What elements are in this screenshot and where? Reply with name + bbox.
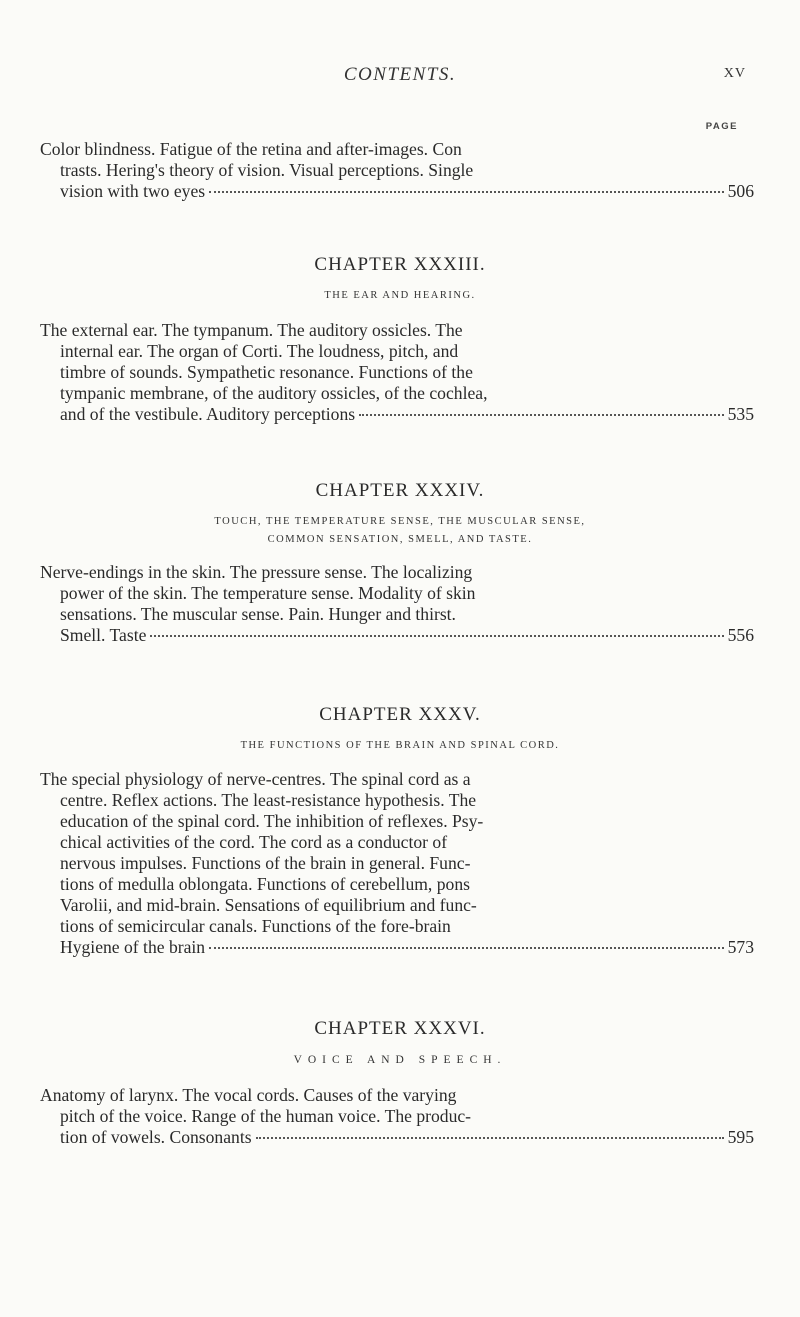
entry-line: pitch of the voice. Range of the human voice. The produc- [60,1106,472,1126]
entry-line: education of the spinal cord. The inhibition of reflexes. Psy- [60,811,484,831]
dot-leader [209,191,723,193]
toc-entry [40,320,754,425]
page-number: 535 [727,404,754,424]
entry-line: sensations. The muscular sense. Pain. Hunger and thirst. [60,604,456,624]
entry-line: Anatomy of larynx. The vocal cords. Causes of the varying [40,1085,457,1105]
entry-line: Color blindness. Fatigue of the retina and after-images. Con [40,139,462,159]
chapter-title: CHAPTER XXXVI. [314,1018,486,1039]
dot-leader [256,1137,724,1139]
dot-leader [359,414,723,416]
entry-line: trasts. Hering's theory of vision. Visual perceptions. Single [60,160,474,180]
page-number: 556 [727,625,754,645]
entry-line: Nerve-endings in the skin. The pressure sense. The localizing [40,562,473,582]
entry-line: The special physiology of nerve-centres. The spinal cord as a [40,769,471,789]
entry-line: power of the skin. The temperature sense. Modality of skin [60,583,476,603]
running-title: CONTENTS. [343,64,457,85]
running-head [0,64,800,88]
entry-last-line [40,404,754,425]
entry-last-line [40,181,754,202]
chapter-subtitle: TOUCH, THE TEMPERATURE SENSE, THE MUSCULAR SENSE, [214,516,586,527]
entry-line-text: tion of vowels. Consonants [60,1127,252,1147]
entry-line: centre. Reflex actions. The least-resistance hypothesis. The [60,790,477,810]
entry-line: tympanic membrane, of the auditory ossicles, of the cochlea, [60,383,488,403]
entry-line: The external ear. The tympanum. The auditory ossicles. The [40,320,463,340]
chapter-subtitle: VOICE AND SPEECH. [293,1054,507,1066]
toc-entry [40,769,754,958]
toc-entry-continued [40,139,754,202]
page-column-label: PAGE [705,121,738,132]
chapter-title: CHAPTER XXXIV. [315,480,485,501]
entry-line-text: Hygiene of the brain [60,937,206,957]
entry-line: nervous impulses. Functions of the brain in general. Func- [60,853,471,873]
entry-line: chical activities of the cord. The cord as a conductor of [60,832,448,852]
page-number: 573 [727,937,754,957]
entry-line: tions of semicircular canals. Functions of the fore-brain [60,916,451,936]
entry-last-line [40,625,754,646]
page-number: 595 [727,1127,754,1147]
entry-line: timbre of sounds. Sympathetic resonance. Functions of the [60,362,473,382]
toc-entry [40,1085,754,1148]
chapter-subtitle: THE EAR AND HEARING. [324,290,476,301]
chapter-title: CHAPTER XXXIII. [314,254,486,275]
chapter-subtitle: THE FUNCTIONS OF THE BRAIN AND SPINAL CORD. [240,740,560,751]
entry-line: tions of medulla oblongata. Functions of cerebellum, pons [60,874,470,894]
dot-leader [150,635,723,637]
entry-line-text: vision with two eyes [60,181,206,201]
entry-line-text: and of the vestibule. Auditory perceptions [60,404,356,424]
chapter-title: CHAPTER XXXV. [319,704,481,725]
dot-leader [209,947,724,949]
page-number: 506 [727,181,754,201]
entry-last-line [40,937,754,958]
entry-line-text: Smell. Taste [60,625,147,645]
roman-page-number: XV [723,66,746,81]
toc-entry [40,562,754,646]
entry-line: internal ear. The organ of Corti. The loudness, pitch, and [60,341,459,361]
chapter-subtitle: COMMON SENSATION, SMELL, AND TASTE. [267,534,533,545]
entry-line: Varolii, and mid-brain. Sensations of equilibrium and func- [60,895,477,915]
entry-last-line [40,1127,754,1148]
